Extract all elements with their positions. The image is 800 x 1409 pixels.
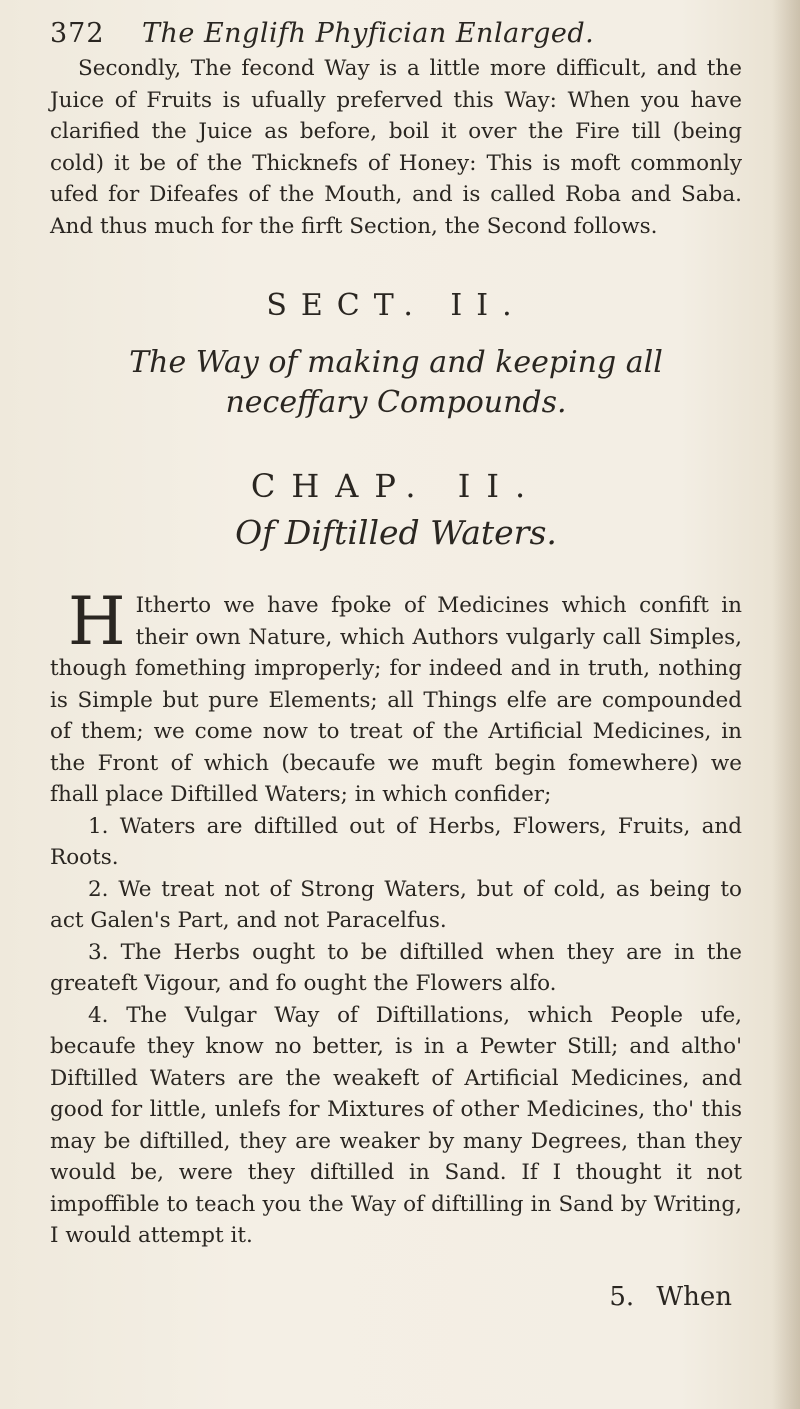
catchword-word: When — [656, 1281, 732, 1312]
page-header — [50, 18, 742, 49]
intro-paragraph: Secondly, The fecond Way is a little more difficult, and the Juice of Fruits is ufually preferved this Way: When you have clarified the Juice as before, boil it over the Fire till (being cold) it be of the Thicknefs of Honey: This is moft commonly ufed for Difeafes of the Mouth, and is called Roba and Saba. And thus much for the firft Section, the Second follows. — [50, 56, 742, 239]
list-item: 4. The Vulgar Way of Diftillations, which People ufe, becaufe they know no better, is in a Pewter Still; and altho' Diftilled Waters are the weakeft of Artificial Medicines, and good for little, unlefs for Mixtures of other Medicines, tho' this may be diftilled, they are weaker by many Degrees, than they would be, were they diftilled in Sand. If I thought it not impoffible to teach you the Way of diftilling in Sand by Writing, I would attempt it. — [50, 1002, 742, 1248]
list-item: 1. Waters are diftilled out of Herbs, Flowers, Fruits, and Roots. — [50, 813, 742, 870]
chapter-title: Of Diftilled Waters. — [235, 513, 557, 552]
catchword — [50, 1282, 742, 1312]
section-heading: SECT. II. — [266, 288, 526, 323]
catchword-number: 5. — [609, 1281, 635, 1312]
opening-text: Itherto we have fpoke of Medicines which confift in their own Nature, which Authors vulgarly call Simples, though fomething improperly; for indeed and in truth, nothing is Simple but pure Elements; all Things elfe are compounded of them; we come now to treat of the Artificial Medicines, in the Front of which (becaufe we muft begin fomewhere) we fhall place Diftilled Waters; in which confider; — [50, 593, 742, 807]
section-title: The Way of making and keeping all neceffary Compounds. — [129, 345, 663, 420]
drop-cap: H — [68, 583, 126, 660]
page-number: 372 — [50, 18, 105, 49]
opening-paragraph — [50, 583, 742, 811]
list-item: 3. The Herbs ought to be diftilled when they are in the greateft Vigour, and fo ought the Flowers alfo. — [50, 939, 742, 996]
chapter-heading: CHAP. II. — [250, 467, 542, 505]
list-item: 2. We treat not of Strong Waters, but of cold, as being to act Galen's Part, and not Paracelfus. — [50, 876, 742, 933]
running-title: The Englifh Phyfician Enlarged. — [142, 18, 595, 49]
